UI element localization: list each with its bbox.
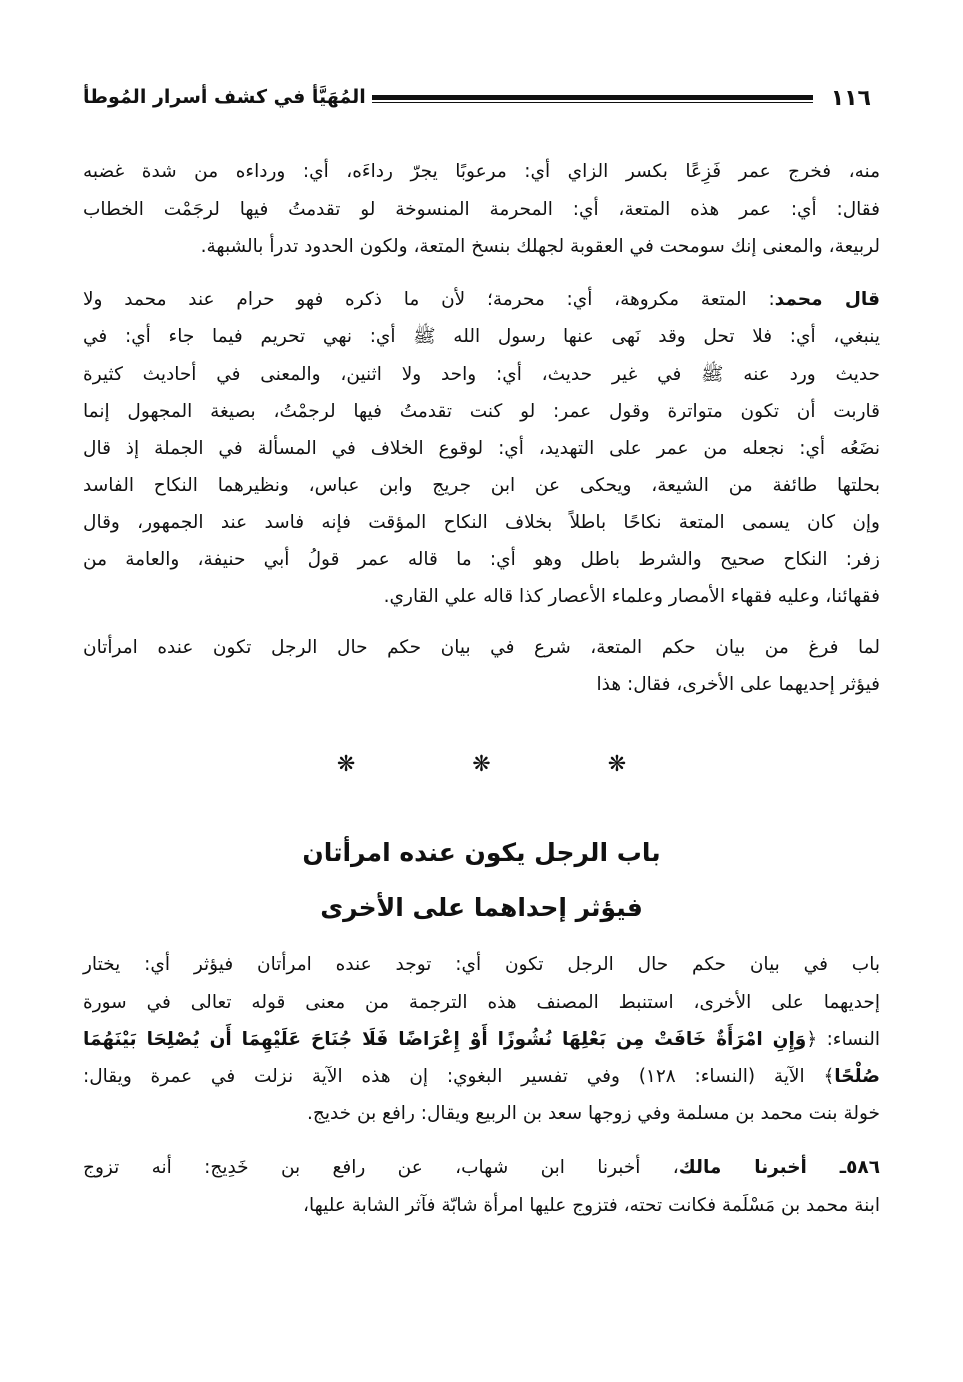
text-line (83, 195, 880, 225)
text-line (83, 670, 880, 700)
text-line (83, 1062, 880, 1092)
line-text: : المتعة مكروهة، أي: محرمة؛ لأن ما ذكره فهو حرام عند محمد ولا (83, 289, 775, 310)
text-line (83, 434, 880, 464)
line-text: وإن كان يسمى المتعة نكاحًا باطلاً بخلاف النكاح المؤقت فإنه فاسد عند الجمهور، وقال (83, 512, 880, 533)
text-line (83, 545, 880, 575)
line-text: فقهائنا، وعليه فقهاء الأمصار وعلماء الأعصار كذا قاله علي القاري. (383, 586, 880, 607)
line-text: باب في بيان حكم حال الرجل تكون أي: توجد عنده امرأتان فيؤثر أي: يختار (83, 954, 880, 975)
text-line (83, 157, 880, 187)
line-text: قاربت أن تكون متواترة وقول عمر: لو كنت تقدمتُ فيها لرجمْتُ، بصيغة المجهول إنما (83, 401, 880, 422)
bold-lead: صُلْحًا (834, 1066, 881, 1087)
text-line (83, 988, 880, 1018)
running-title: المُهَيَّأ في كشف أسرار المُوطأ (83, 86, 366, 108)
line-text: فيؤثر إحديهما على الأخرى، فقال: هذا (596, 674, 880, 695)
header-rule (372, 95, 813, 100)
line-text: ﴾ الآية (النساء: ١٢٨) وفي تفسير البغوي: إن هذه الآية نزلت في عمرة ويقال: (83, 1066, 835, 1087)
line-text: لما فرغ من بيان حكم المتعة، شرع في بيان حكم حال الرجل تكون عنده امرأتان (83, 637, 880, 658)
text-line (83, 1191, 880, 1221)
text-line (83, 950, 880, 980)
quran-verse: وَإِنِ امْرَأَةٌ خَافَتْ مِن بَعْلِهَا نُشُوزًا أَوْ إِعْرَاضًا فَلَا جُنَاحَ عَلَيْهِمَا أَن يُصْلِحَا بَيْنَهُمَا (83, 1029, 807, 1050)
text-line (83, 1153, 880, 1183)
line-text: خولة بنت محمد بن مسلمة وفي زوجها سعد بن الربيع ويقال: رافع بن خديج. (307, 1103, 880, 1124)
line-text: لربيعة، والمعنى إنك سومحت في العقوبة لجهلك بنسخ المتعة، ولكون الحدود تدرأ بالشبهة. (200, 236, 880, 257)
star-ornament: ❋ (472, 752, 491, 777)
text-line (83, 582, 880, 612)
bold-lead: ٥٨٦ـ أخبرنا مالك (678, 1157, 881, 1178)
text-line (83, 633, 880, 663)
line-text: منه، فخرج عمر فَزِعًا بكسر الزاي أي: مرعوبًا يجرّ رداءَه، أي: ورداءه من شدة غضبه (83, 161, 880, 182)
text-line (83, 232, 880, 262)
text-line (83, 471, 880, 501)
text-line (83, 285, 880, 315)
line-text: النساء: ﴿ (806, 1029, 881, 1050)
line-text: إحديهما على الأخرى، استنبط المصنف هذه الترجمة من معنى قوله تعالى في سورة (83, 992, 880, 1013)
page-number: ١١٦ (830, 86, 871, 111)
star-ornament: ❋ (607, 752, 627, 777)
line-text: بحلتها طائفة من الشيعة، ويحكى عن ابن جريج وابن عباس، ونظيرهما النكاح الفاسد (83, 475, 880, 496)
line-text: فقال: أي: عمر هذه المتعة، أي: المحرمة المنسوخة لو تقدمتُ فيها لرجَمْت الخطاب (83, 199, 880, 220)
line-text: ابنة محمد بن مَسْلَمة فكانت تحته، فتزوج عليها امرأة شابّة فآثر الشابة عليها، (303, 1195, 880, 1216)
line-text: نضَعُه أي: نجعله من عمر على التهديد، أي: لوقوع الخلاف في المسألة في الجملة إذ قال (83, 438, 880, 459)
text-line (83, 397, 880, 427)
line-text: ، أخبرنا ابن شهاب، عن رافع بن خَدِيج: أنه تزوج (83, 1157, 679, 1178)
line-text: حديث ورد عنه ﷺ في غير حديث، أي: واحد ولا اثنين، والمعنى في أحاديث كثيرة (83, 364, 880, 385)
bold-lead: قال محمد (774, 289, 880, 310)
text-line (83, 1099, 880, 1129)
text-line (83, 360, 880, 390)
text-line (83, 508, 880, 538)
text-line (83, 322, 880, 352)
section-separator (0, 752, 963, 777)
header-rule-thin (372, 102, 813, 103)
text-line (83, 1025, 880, 1055)
line-text: زفر: النكاح صحيح والشرط باطل وهو أي: ما قاله عمر قولُ أبي حنيفة، والعامة من (83, 549, 880, 570)
chapter-heading-line-2: فيؤثر إحداهما على الأخرى (320, 893, 643, 922)
star-ornament: ❋ (336, 752, 356, 777)
chapter-heading-line-1: باب الرجل يكون عنده امرأتان (302, 838, 661, 867)
line-text: ينبغي، أي: فلا تحل وقد نَهى عنها رسول الله ﷺ أي: نهي تحريم فيما جاء أي: في (83, 326, 880, 347)
